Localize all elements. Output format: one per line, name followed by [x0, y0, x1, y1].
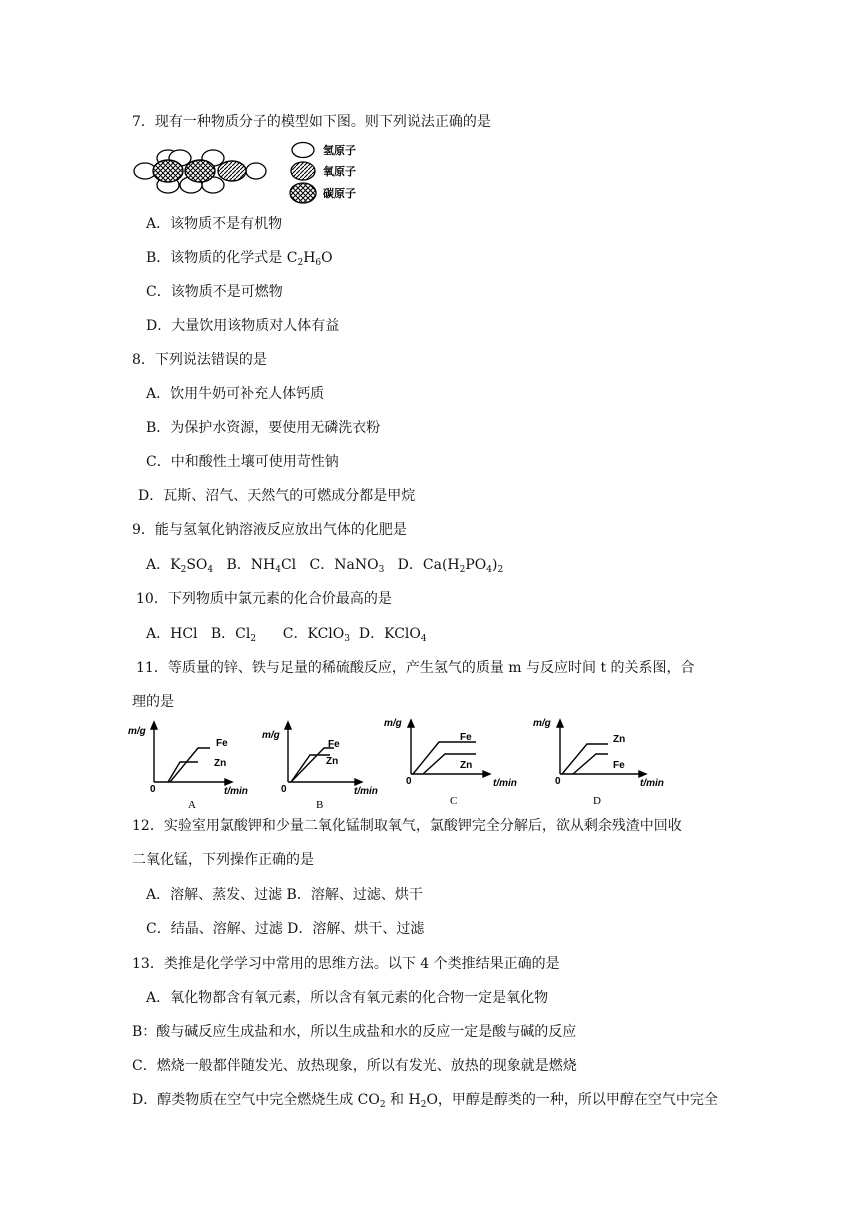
q11-stem-line2: 理的是: [132, 694, 174, 710]
graph-b: [285, 722, 362, 785]
q12-stem-line1: 12．实验室用氯酸钾和少量二氧化锰制取氧气，氯酸钾完全分解后，欲从剩余残渣中回收: [132, 818, 682, 834]
graph-b-y-label: m/g: [262, 730, 280, 741]
q10-stem: 10．下列物质中氯元素的化合价最高的是: [136, 591, 392, 607]
q7-option-c: C．该物质不是可燃物: [146, 284, 283, 300]
q13-stem: 13．类推是化学学习中常用的思维方法。以下 4 个类推结果正确的是: [132, 956, 560, 972]
q7-stem: 7．现有一种物质分子的模型如下图。则下列说法正确的是: [132, 114, 491, 130]
oxygen-legend-icon: [291, 162, 315, 180]
q13-option-c: C．燃烧一般都伴随发光、放热现象，所以有发光、放热的现象就是燃烧: [132, 1058, 577, 1074]
q13-option-a: A．氧化物都含有氧元素，所以含有氧元素的化合物一定是氧化物: [146, 990, 549, 1006]
graph-d-fe-line: [573, 754, 608, 774]
graph-a-x-label: t/min: [224, 786, 248, 797]
q7-option-d: D．大量饮用该物质对人体有益: [146, 318, 340, 334]
carbon-legend-label: 碳原子: [323, 187, 356, 200]
q8-option-c: C．中和酸性土壤可使用苛性钠: [146, 454, 339, 470]
oxygen-legend-label: 氧原子: [323, 165, 356, 178]
graph-b-fe-label: Fe: [328, 739, 340, 750]
hydrogen-legend-label: 氢原子: [323, 144, 356, 157]
graph-d-y-label: m/g: [533, 718, 551, 729]
q12-options-cd: C．结晶、溶解、过滤 D．溶解、烘干、过滤: [146, 921, 425, 937]
q9-options: A．$K_2SO_4$ B．$NH_4Cl$ C．NaNO$_3$ D．$Ca(H_2PO_4)_2$: [146, 557, 504, 575]
graph-a-caption: A: [188, 799, 196, 811]
q7-option-b: B．该物质的化学式是 $C_2H_6O$: [146, 250, 333, 268]
graph-a: [151, 722, 232, 785]
q8-stem: 8．下列说法错误的是: [132, 352, 267, 368]
graph-d-x-label: t/min: [640, 778, 664, 789]
q11-stem-line1: 11．等质量的锌、铁与足量的稀硫酸反应，产生氢气的质量 m 与反应时间 t 的关系图，合: [136, 660, 695, 676]
q7-option-a: A．该物质不是有机物: [146, 216, 283, 232]
molecule-legend: [290, 143, 356, 204]
graph-a-origin: 0: [150, 784, 156, 795]
q10-options: A．HCl B．$Cl_2$ C．KClO$_3$ D．KClO$_4$: [146, 626, 427, 644]
molecule-model-figure: [128, 138, 388, 204]
graph-b-zn-label: Zn: [326, 756, 339, 767]
q8-option-d: D．瓦斯、沼气、天然气的可燃成分都是甲烷: [138, 488, 416, 504]
graph-c-caption: C: [450, 795, 458, 807]
graph-d-origin: 0: [555, 776, 561, 787]
q13-option-d: D．醇类物质在空气中完全燃烧生成 $CO_2$ 和 $H_2O$，甲醇是醇类的一种，所以甲醇在空气中完全: [132, 1092, 718, 1110]
graph-c-fe-label: Fe: [460, 732, 472, 743]
graph-c-origin: 0: [406, 776, 412, 787]
graph-d-fe-label: Fe: [613, 760, 625, 771]
q8-option-b: B．为保护水资源，要使用无磷洗衣粉: [146, 420, 381, 436]
graph-b-zn-line: [291, 755, 330, 782]
carbon-legend-icon: [290, 183, 316, 203]
molecule-model: [134, 150, 266, 193]
q11-graphs-figure: [128, 712, 678, 812]
graph-a-fe-line: [170, 748, 210, 782]
graph-d-zn-line: [562, 744, 608, 774]
q8-option-a: A．饮用牛奶可补充人体钙质: [146, 386, 325, 402]
graph-d: [557, 720, 646, 777]
graph-a-fe-label: Fe: [216, 738, 228, 749]
graph-c-y-label: m/g: [384, 718, 402, 729]
graph-c-zn-label: Zn: [460, 760, 473, 771]
graph-c-x-label: t/min: [493, 778, 517, 789]
graph-b-caption: B: [316, 799, 324, 811]
graph-b-origin: 0: [281, 784, 287, 795]
graph-d-caption: D: [593, 795, 601, 807]
q12-stem-line2: 二氧化锰，下列操作正确的是: [132, 852, 314, 868]
q12-options-ab: A．溶解、蒸发、过滤 B．溶解、过滤、烘干: [146, 887, 423, 903]
q9-stem: 9．能与氢氧化钠溶液反应放出气体的化肥是: [132, 522, 407, 538]
graph-a-y-label: m/g: [128, 726, 146, 737]
hydrogen-legend-icon: [292, 143, 314, 158]
q13-option-b: B：酸与碱反应生成盐和水，所以生成盐和水的反应一定是酸与碱的反应: [132, 1024, 577, 1040]
graph-b-x-label: t/min: [354, 786, 378, 797]
graph-a-zn-label: Zn: [214, 758, 227, 769]
graph-d-zn-label: Zn: [613, 734, 626, 745]
graph-c: [408, 720, 490, 777]
